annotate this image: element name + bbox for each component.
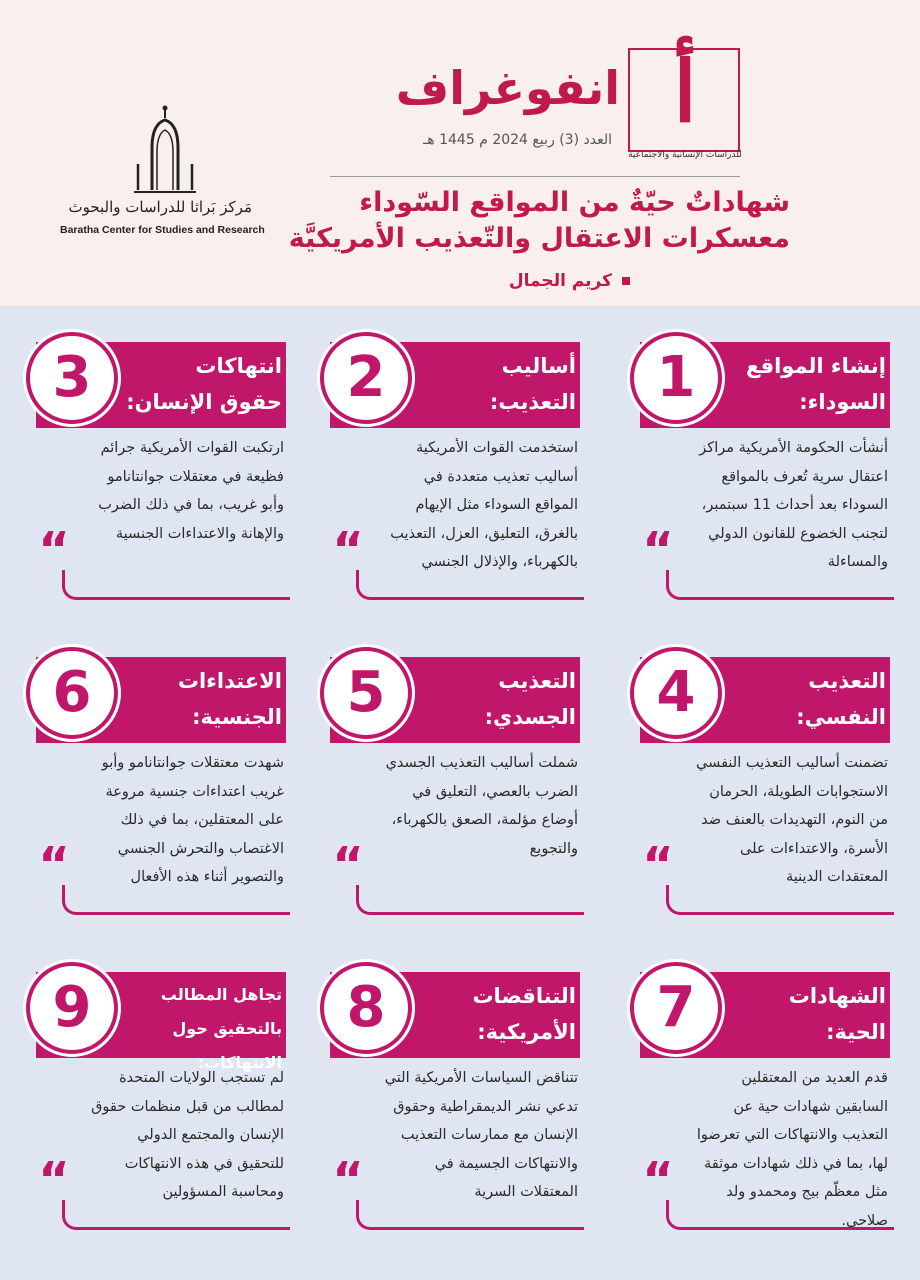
- card-number: 8: [346, 975, 386, 1040]
- card-text: قدم العديد من المعتقلين السابقين شهادات حية عن التعذيب والانتهاكات التي تعرضوا لها، بما في ذلك شهادات موثقة مثل معظّم بيج ومحمدو ولد صلاحي.: [696, 1070, 888, 1229]
- card-number: 4: [656, 660, 696, 725]
- center-name-arabic: مَركز بَراثا للدراسات والبحوث: [68, 198, 252, 216]
- quote-icon: “: [38, 522, 70, 578]
- card-bracket: [666, 570, 894, 600]
- card-title: الاعتداءات الجنسية:: [177, 669, 282, 729]
- baratha-logo-icon: [130, 104, 200, 196]
- number-badge: [630, 962, 722, 1054]
- card-title: الشهادات الحية:: [788, 984, 886, 1044]
- card-bracket: [666, 885, 894, 915]
- info-card-6: [26, 645, 296, 935]
- issue-info: العدد (3) ربيع 2024 م 1445 هـ: [423, 132, 612, 148]
- card-number: 7: [656, 975, 696, 1040]
- card-title: التناقضات الأمريكية:: [472, 984, 576, 1044]
- number-badge: [320, 647, 412, 739]
- card-number: 5: [346, 660, 386, 725]
- page-title-line-1: شهاداتٌ حيّةٌ من المواقع السّوداء: [359, 187, 790, 218]
- header-divider: [330, 176, 740, 177]
- number-badge: [26, 332, 118, 424]
- card-title: التعذيب الجسدي:: [484, 669, 576, 729]
- journal-logo-subtitle: للدراسات الإنسانية والاجتماعية: [628, 150, 742, 160]
- card-number: 1: [656, 345, 696, 410]
- card-bracket: [666, 1200, 894, 1230]
- number-badge: [320, 332, 412, 424]
- author-row: [420, 266, 630, 296]
- number-badge: [26, 647, 118, 739]
- quote-icon: “: [642, 522, 674, 578]
- number-badge: [26, 962, 118, 1054]
- info-card-1: [630, 330, 900, 620]
- brand-title: انفوغراف: [395, 61, 620, 115]
- info-card-7: [630, 960, 900, 1250]
- card-title: إنشاء المواقع السوداء:: [745, 354, 886, 414]
- info-card-5: [320, 645, 590, 935]
- card-text: ارتكبت القوات الأمريكية جرائم فظيعة في معتقلات جوانتانامو وأبو غريب، بما في ذلك الضرب والإهانة والاعتداءات الجنسية: [98, 440, 284, 542]
- number-badge: [320, 962, 412, 1054]
- author-name: كريم الجمال: [508, 271, 612, 291]
- info-card-8: [320, 960, 590, 1250]
- quote-icon: “: [642, 1152, 674, 1208]
- quote-icon: “: [332, 1152, 364, 1208]
- card-number: 3: [52, 345, 92, 410]
- info-card-4: [630, 645, 900, 935]
- card-title: انتهاكات حقوق الإنسان:: [126, 354, 282, 414]
- card-number: 2: [346, 345, 386, 410]
- quote-icon: “: [38, 837, 70, 893]
- card-title: التعذيب النفسي:: [796, 669, 886, 729]
- card-text: تتناقض السياسات الأمريكية التي تدعي نشر الديمقراطية وحقوق الإنسان مع ممارسات التعذيب والانتهاكات الجسيمة في المعتقلات السرية: [384, 1070, 578, 1200]
- card-bracket: [356, 570, 584, 600]
- number-badge: [630, 647, 722, 739]
- card-number: 9: [52, 975, 92, 1040]
- card-text: شملت أساليب التعذيب الجسدي الضرب بالعصي، التعليق في أوضاع مؤلمة، الصعق بالكهرباء، والتجويع: [385, 755, 578, 857]
- quote-icon: “: [38, 1152, 70, 1208]
- quote-icon: “: [642, 837, 674, 893]
- page-title-line-2: معسكرات الاعتقال والتّعذيب الأمريكيَّة: [288, 223, 790, 254]
- card-text: تضمنت أساليب التعذيب النفسي الاستجوابات الطويلة، الحرمان من النوم، التهديدات بالعنف ضد الأسرة، والاعتداءات على المعتقدات الدينية: [696, 755, 888, 885]
- card-title: تجاهل المطالب بالتحقيق حول الانتهاكات:: [160, 985, 282, 1072]
- info-card-2: [320, 330, 590, 620]
- card-number: 6: [52, 660, 92, 725]
- card-bracket: [62, 1200, 290, 1230]
- card-text: استخدمت القوات الأمريكية أساليب تعذيب متعددة في المواقع السوداء مثل الإيهام بالغرق، التعليق، العزل، التعذيب بالكهرباء، والإذلال الجنسي: [390, 440, 578, 570]
- card-text: شهدت معتقلات جوانتانامو وأبو غريب اعتداءات جنسية مروعة على المعتقلين، بما في ذلك الاغتصاب والتحرش الجنسي والتصوير أثناء هذه الأفعال: [101, 755, 284, 885]
- card-bracket: [62, 885, 290, 915]
- card-title: أساليب التعذيب:: [489, 354, 576, 414]
- info-card-3: [26, 330, 296, 620]
- card-bracket: [356, 885, 584, 915]
- card-bracket: [62, 570, 290, 600]
- journal-logo-icon: أ: [673, 42, 697, 141]
- quote-icon: “: [332, 522, 364, 578]
- number-badge: [630, 332, 722, 424]
- card-text: لم تستجب الولايات المتحدة لمطالب من قبل منظمات حقوق الإنسان والمجتمع الدولي للتحقيق في هذه الانتهاكات ومحاسبة المسؤولين: [91, 1070, 284, 1200]
- quote-icon: “: [332, 837, 364, 893]
- center-name-english: Baratha Center for Studies and Research: [60, 224, 265, 236]
- bullet-icon: [622, 277, 630, 285]
- info-card-9: [26, 960, 296, 1250]
- card-bracket: [356, 1200, 584, 1230]
- card-text: أنشأت الحكومة الأمريكية مراكز اعتقال سرية تُعرف بالمواقع السوداء بعد أحداث 11 سبتمبر، لتجنب الخضوع للقانون الدولي والمساءلة: [699, 440, 888, 570]
